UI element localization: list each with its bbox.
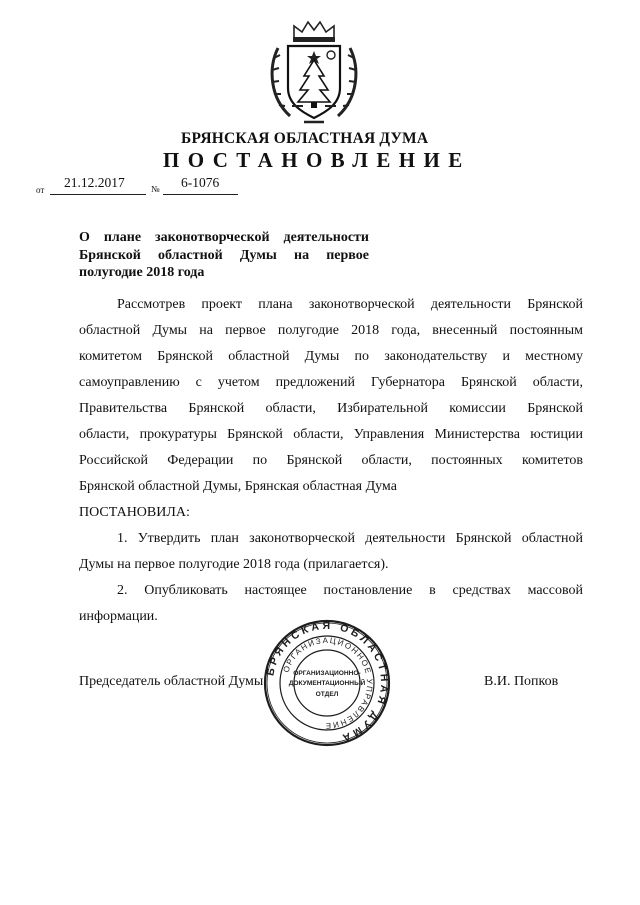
document-type-heading: ПОСТАНОВЛЕНИЕ — [163, 148, 471, 172]
preamble-line: самоуправлению с учетом предложений Губернатора Брянской области, — [79, 375, 583, 390]
document-number: 6-1076 — [181, 175, 220, 190]
preamble-line: областной Думы на первое полугодие 2018 года, внесенный постоянным — [79, 323, 583, 338]
subject-line: полугодие 2018 года — [79, 265, 205, 280]
number-prefix-label: № — [151, 184, 160, 194]
document-subject — [79, 229, 369, 282]
resolved-heading: ПОСТАНОВИЛА: — [79, 505, 190, 520]
signatory-name: В.И. Попков — [484, 674, 559, 689]
stamp-inner-text: ОРГАНИЗАЦИОННОЕ УПРАВЛЕНИЕ — [281, 635, 375, 731]
stamp-center-line: ДОКУМЕНТАЦИОННЫЙ — [288, 680, 366, 687]
number-underline — [163, 194, 238, 195]
preamble-line: Российской Федерации по Брянской области, постоянных комитетов — [79, 453, 583, 468]
item-1-line: Думы на первое полугодие 2018 года (прилагается). — [79, 557, 389, 572]
preamble-line: комитетом Брянской областной Думы по законодательству и местному — [79, 349, 583, 364]
preamble-line: Правительства Брянской области, Избирательной комиссии Брянской — [79, 401, 583, 416]
item-1-line: 1. Утвердить план законотворческой деятельности Брянской областной — [117, 531, 583, 546]
stamp-center-line: ОРГАНИЗАЦИОННО- — [293, 670, 361, 677]
subject-line: Брянской областной Думы на первое — [79, 247, 369, 263]
preamble-line: Рассмотрев проект плана законотворческой деятельности Брянской — [117, 297, 583, 312]
official-round-stamp — [262, 618, 392, 748]
preamble-paragraph — [79, 292, 583, 630]
coat-of-arms-emblem — [264, 18, 364, 128]
date-underline — [50, 194, 146, 195]
subject-line: О плане законотворческой деятельности — [79, 230, 369, 245]
stamp-outer-text: БРЯНСКАЯ ОБЛАСТНАЯ ДУМА — [264, 619, 391, 745]
date-prefix-label: от — [36, 185, 45, 195]
document-date: 21.12.2017 — [64, 175, 125, 190]
item-2-line: информации. — [79, 609, 158, 624]
signatory-position: Председатель областной Думы — [79, 674, 264, 689]
preamble-line: Брянской областной Думы, Брянская областная Дума — [79, 479, 397, 494]
item-2-line: 2. Опубликовать настоящее постановление в средствах массовой — [117, 583, 583, 598]
stamp-center-line: ОТДЕЛ — [315, 691, 339, 698]
preamble-line: области, прокуратуры Брянской области, Управления Министерства юстиции — [79, 427, 583, 442]
